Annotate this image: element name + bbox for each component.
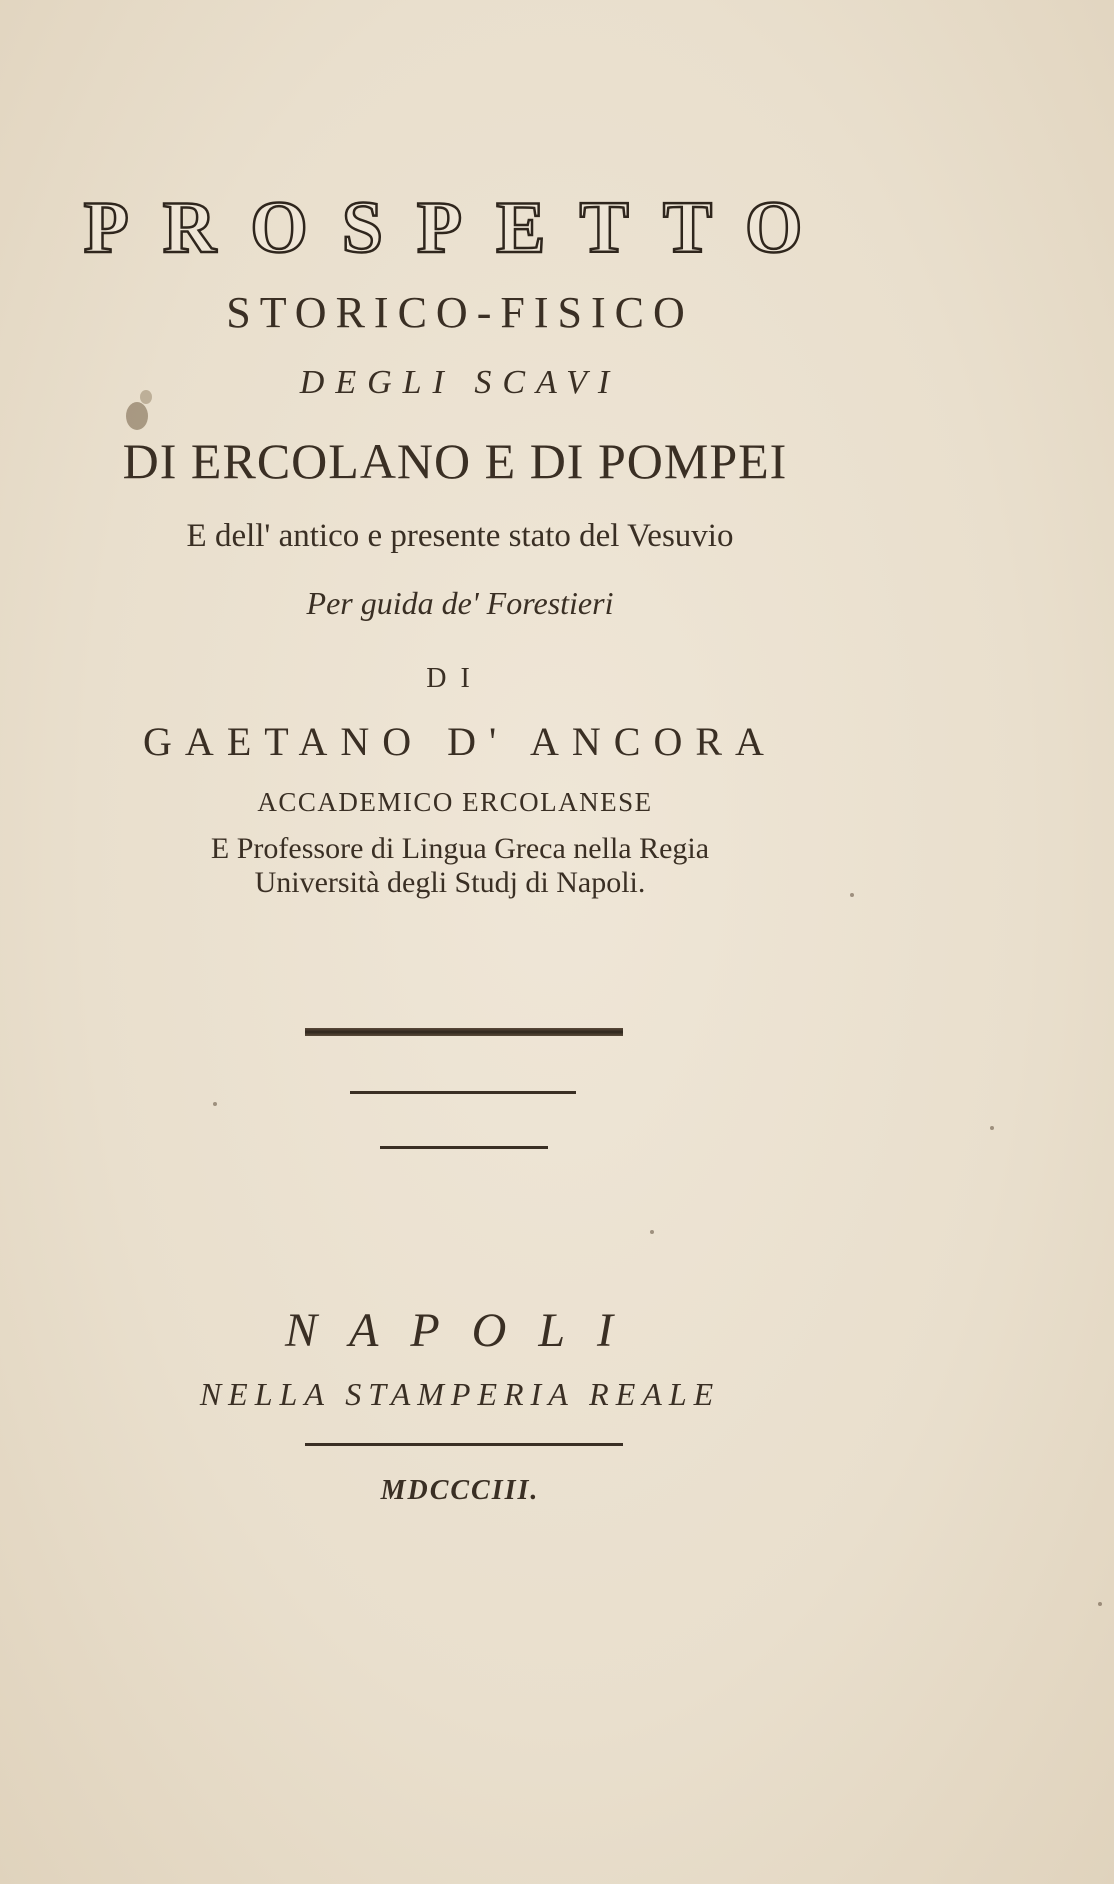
subtitle-guida: Per guida de' Forestieri (306, 585, 614, 621)
imprint-press: NELLA STAMPERIA REALE (199, 1376, 721, 1412)
ink-stain (140, 390, 152, 404)
author-name: GAETANO D' ANCORA (143, 719, 777, 764)
ink-stain (126, 402, 148, 430)
ornamental-rule-medium (350, 1091, 576, 1094)
paper-speck (213, 1102, 217, 1106)
author-role-academy: ACCADEMICO ERCOLANESE (257, 787, 653, 817)
author-role-professor: E Professore di Lingua Greca nella Regia (210, 832, 710, 865)
paper-speck (990, 1126, 994, 1130)
subtitle-vesuvio: E dell' antico e presente stato del Vesuvio (186, 518, 734, 554)
ornamental-rule-short (380, 1146, 548, 1149)
subtitle-degli-scavi: DEGLI SCAVI (299, 364, 621, 401)
paper-speck (1098, 1602, 1102, 1606)
imprint-city: NAPOLI (285, 1304, 645, 1357)
paper-speck (850, 893, 854, 897)
paper-speck (650, 1230, 654, 1234)
ornamental-rule-thick (305, 1028, 623, 1036)
subtitle-ercolano-pompei: DI ERCOLANO E DI POMPEI (122, 433, 788, 489)
subtitle-storico-fisico: STORICO-FISICO (226, 288, 694, 337)
imprint-year: MDCCCIII. (380, 1475, 540, 1506)
book-title: PROSPETTO (83, 187, 837, 269)
author-role-university: Università degli Studj di Napoli. (254, 866, 646, 899)
imprint-rule (305, 1443, 623, 1446)
by-line: DI (426, 663, 484, 694)
